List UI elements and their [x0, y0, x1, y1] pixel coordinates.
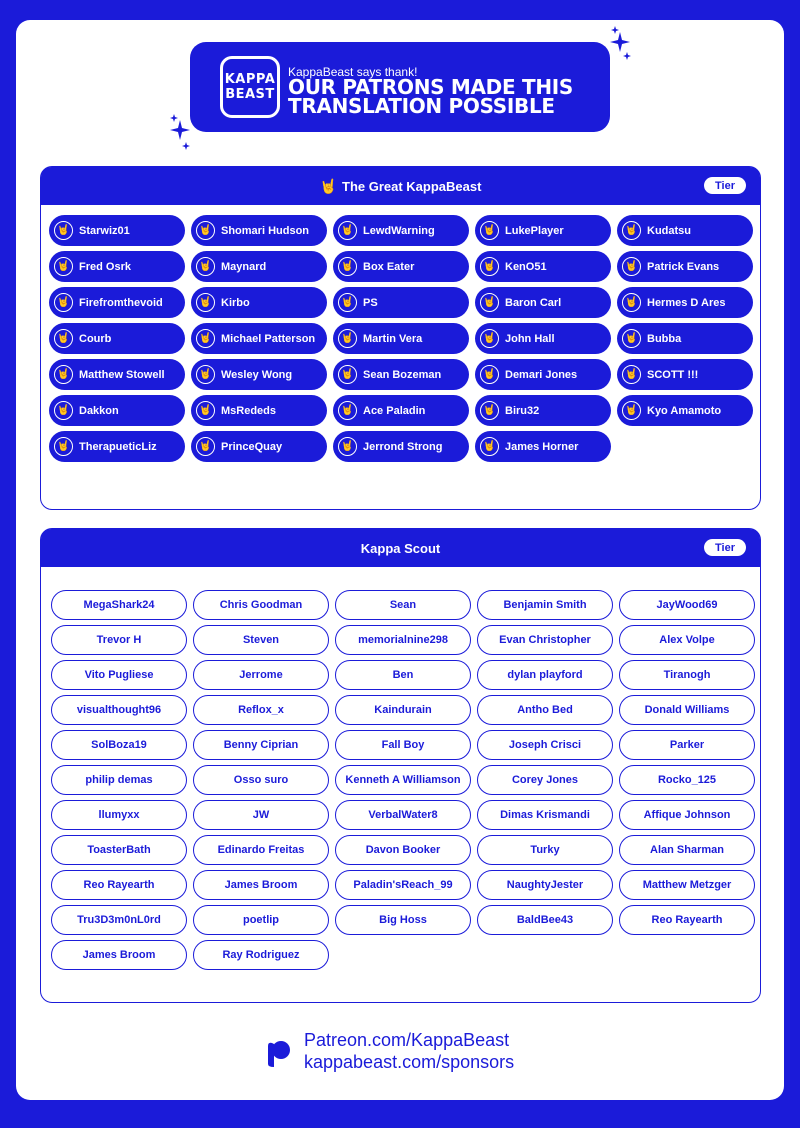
rock-hand-icon: 🤘: [622, 401, 641, 420]
patron-name: Reflox_x: [238, 704, 284, 716]
patron-name: poetlip: [242, 914, 280, 926]
patron-column: [51, 590, 187, 975]
patron-name: memorialnine298: [358, 634, 448, 646]
patron-name-pill: [619, 660, 755, 690]
rock-hand-icon: 🤘: [54, 365, 73, 384]
rock-hand-icon: 🤘: [196, 257, 215, 276]
patron-name-pill: [51, 660, 187, 690]
patron-name: James Broom: [82, 949, 156, 961]
patron-name: KenO51: [505, 260, 547, 273]
patron-name-pill: [333, 251, 469, 282]
rock-hand-icon: 🤘: [338, 221, 357, 240]
tier-label: Tier: [704, 177, 746, 194]
patron-name: Paladin'sReach_99: [353, 879, 453, 891]
patron-name: Sean Bozeman: [363, 368, 442, 381]
rock-hand-icon: 🤘: [480, 365, 499, 384]
patron-name-pill: [333, 323, 469, 354]
patron-name-pill: [51, 695, 187, 725]
patron-name: Vito Pugliese: [84, 669, 154, 681]
patron-name-pill: [617, 251, 753, 282]
patron-name: Kyo Amamoto: [647, 404, 722, 417]
rock-hand-icon: 🤘: [622, 329, 641, 348]
patron-name: PS: [363, 296, 378, 309]
patron-name-pill: [617, 215, 753, 246]
patron-name-pill: [477, 590, 613, 620]
patron-name-pill: [51, 730, 187, 760]
patron-name-pill: [193, 695, 329, 725]
patron-column: [333, 215, 469, 467]
patron-column: [49, 215, 185, 467]
rock-hand-icon: 🤘: [622, 365, 641, 384]
patron-name-pill: [333, 359, 469, 390]
patron-name-pill: [477, 730, 613, 760]
patron-name-pill: [335, 590, 471, 620]
patron-name-pill: [335, 695, 471, 725]
patron-name: SolBoza19: [91, 739, 147, 751]
patron-name-pill: [191, 287, 327, 318]
patron-name: SCOTT !!!: [647, 368, 699, 381]
patron-name: Kaindurain: [374, 704, 432, 716]
patron-name: philip demas: [85, 774, 153, 786]
patron-name: Box Eater: [363, 260, 415, 273]
patron-name-pill: [475, 395, 611, 426]
patron-name-pill: [51, 625, 187, 655]
patron-name: Kenneth A Williamson: [345, 774, 461, 786]
rock-hand-icon: 🤘: [338, 329, 357, 348]
thanks-text: KappaBeast says thank!: [288, 65, 418, 79]
patron-name: Antho Bed: [517, 704, 573, 716]
patron-name-pill: [475, 359, 611, 390]
patron-name-pill: [191, 251, 327, 282]
patron-column: [617, 215, 753, 467]
rock-hand-icon: 🤘: [338, 293, 357, 312]
patron-name: LewdWarning: [363, 224, 435, 237]
rock-hand-icon: 🤘: [480, 437, 499, 456]
patron-name-pill: [335, 835, 471, 865]
rock-hand-icon: 🤘: [54, 257, 73, 276]
logo-line-1: KAPPA: [224, 72, 276, 87]
patron-name-pill: [51, 800, 187, 830]
patron-name-pill: [49, 251, 185, 282]
rock-hand-icon: 🤘: [480, 257, 499, 276]
rock-hand-icon: 🤘: [480, 329, 499, 348]
patron-name-pill: [193, 765, 329, 795]
patron-name: Martin Vera: [363, 332, 423, 345]
patron-name: Tiranogh: [663, 669, 711, 681]
patron-name: Dakkon: [79, 404, 119, 417]
patron-name-pill: [617, 287, 753, 318]
patron-name: Rocko_125: [657, 774, 717, 786]
rock-hand-icon: 🤘: [480, 293, 499, 312]
patron-name: Benny Ciprian: [223, 739, 299, 751]
patron-name-pill: [617, 323, 753, 354]
sparkle-icon: [166, 114, 194, 150]
rock-hand-icon: 🤘: [196, 221, 215, 240]
patron-name-pill: [333, 215, 469, 246]
patron-name: JayWood69: [656, 599, 718, 611]
patron-name-pill: [191, 323, 327, 354]
patron-name-pill: [619, 835, 755, 865]
rock-hand-icon: 🤘: [196, 401, 215, 420]
patron-name-pill: [475, 287, 611, 318]
patreon-icon: [266, 1040, 292, 1068]
patron-name: Kudatsu: [647, 224, 691, 237]
patron-name: PrinceQuay: [221, 440, 283, 453]
patron-name: TherapueticLiz: [79, 440, 157, 453]
rock-hand-icon: 🤘: [196, 293, 215, 312]
patron-name-pill: [191, 431, 327, 462]
patron-name-pill: [335, 625, 471, 655]
patron-name: James Broom: [224, 879, 298, 891]
patron-name: Big Hoss: [379, 914, 427, 926]
patron-name-pill: [477, 625, 613, 655]
patron-name-pill: [619, 695, 755, 725]
patron-grid: [51, 590, 755, 975]
patron-name-pill: [49, 323, 185, 354]
patron-name: Hermes D Ares: [647, 296, 726, 309]
rock-hand-icon: 🤘: [196, 437, 215, 456]
patron-name: Jerrome: [239, 669, 283, 681]
patron-name: Shomari Hudson: [221, 224, 310, 237]
rock-hand-icon: 🤘: [622, 257, 641, 276]
patron-column: [619, 590, 755, 975]
tier-header: [41, 167, 760, 205]
patron-name: Chris Goodman: [219, 599, 303, 611]
patron-name: NaughtyJester: [506, 879, 584, 891]
patron-name: Reo Rayearth: [651, 914, 723, 926]
patron-name-pill: [191, 359, 327, 390]
patron-name: John Hall: [505, 332, 555, 345]
patron-name: Wesley Wong: [221, 368, 293, 381]
patron-name: Alan Sharman: [650, 844, 724, 856]
patron-name: Donald Williams: [644, 704, 730, 716]
patron-name: Demari Jones: [505, 368, 578, 381]
rock-hand-icon: 🤘: [54, 401, 73, 420]
patron-name-pill: [49, 215, 185, 246]
patron-name-pill: [335, 800, 471, 830]
patron-name: Matthew Stowell: [79, 368, 165, 381]
patron-name: Kirbo: [221, 296, 250, 309]
patron-name: Biru32: [505, 404, 540, 417]
patron-name: Dimas Krismandi: [500, 809, 590, 821]
rock-hand-icon: 🤘: [622, 221, 641, 240]
patron-name: ToasterBath: [87, 844, 151, 856]
patron-name-pill: [51, 940, 187, 970]
tier-title: Kappa Scout: [360, 540, 441, 556]
patron-name: Osso suro: [233, 774, 289, 786]
patron-name: JW: [252, 809, 270, 821]
patron-name: Trevor H: [96, 634, 142, 646]
patron-column: [335, 590, 471, 975]
tier-title: The Great KappaBeast: [342, 178, 482, 194]
patron-name: Michael Patterson: [221, 332, 316, 345]
patron-column: [191, 215, 327, 467]
patron-name: Edinardo Freitas: [217, 844, 305, 856]
patron-name: Baron Carl: [505, 296, 562, 309]
patron-column: [477, 590, 613, 975]
rock-hand-icon: 🤘: [622, 293, 641, 312]
rock-hand-icon: 🤘: [319, 177, 337, 194]
patron-name: Matthew Metzger: [642, 879, 732, 891]
patron-name-pill: [619, 765, 755, 795]
patron-name: Patrick Evans: [647, 260, 720, 273]
patron-name-pill: [477, 905, 613, 935]
patron-grid: [49, 215, 753, 467]
patron-name-pill: [477, 870, 613, 900]
patron-column: [193, 590, 329, 975]
tier-header: [41, 529, 760, 567]
rock-hand-icon: 🤘: [54, 293, 73, 312]
patron-name: Sean: [389, 599, 417, 611]
patron-name-pill: [51, 590, 187, 620]
patron-name-pill: [49, 359, 185, 390]
headline: [288, 75, 574, 118]
patron-name-pill: [51, 835, 187, 865]
patron-name-pill: [619, 625, 755, 655]
patron-name-pill: [49, 287, 185, 318]
patreon-link[interactable]: Patreon.com/KappaBeast: [304, 1030, 510, 1050]
patron-name: BaldBee43: [516, 914, 574, 926]
headline-line-1: OUR PATRONS MADE THIS: [288, 75, 574, 99]
headline-line-2: TRANSLATION POSSIBLE: [288, 94, 555, 118]
patron-name-pill: [477, 765, 613, 795]
patron-column: [475, 215, 611, 467]
patron-name-pill: [619, 800, 755, 830]
patron-name: Evan Christopher: [499, 634, 591, 646]
patron-name: James Horner: [505, 440, 579, 453]
patron-name: Maynard: [221, 260, 267, 273]
patron-name: Starwiz01: [79, 224, 130, 237]
patron-name: Ray Rodriguez: [222, 949, 300, 961]
patron-name-pill: [193, 870, 329, 900]
patron-name-pill: [333, 431, 469, 462]
patron-name-pill: [619, 590, 755, 620]
tier-kappa-scout: [40, 528, 761, 1003]
patron-name-pill: [191, 215, 327, 246]
patron-name: Parker: [669, 739, 705, 751]
patron-name-pill: [193, 625, 329, 655]
patron-name: Davon Booker: [365, 844, 441, 856]
patron-name: Turky: [530, 844, 560, 856]
patron-name: LukePlayer: [505, 224, 564, 237]
patron-name-pill: [619, 905, 755, 935]
sparkle-icon: [606, 26, 634, 60]
rock-hand-icon: 🤘: [196, 329, 215, 348]
patron-name: Bubba: [647, 332, 682, 345]
patron-name-pill: [51, 905, 187, 935]
patron-name-pill: [193, 800, 329, 830]
rock-hand-icon: 🤘: [338, 257, 357, 276]
patron-name-pill: [333, 287, 469, 318]
patron-name-pill: [335, 730, 471, 760]
patron-name-pill: [193, 590, 329, 620]
rock-hand-icon: 🤘: [196, 365, 215, 384]
patron-name: VerbalWater8: [368, 809, 438, 821]
patron-name: MegaShark24: [83, 599, 155, 611]
patron-name-pill: [475, 251, 611, 282]
patron-name: Corey Jones: [511, 774, 579, 786]
patron-name-pill: [335, 870, 471, 900]
patron-name-pill: [335, 905, 471, 935]
logo-line-2: BEAST: [225, 87, 275, 102]
rock-hand-icon: 🤘: [338, 365, 357, 384]
patron-name: Firefromthevoid: [79, 296, 163, 309]
patron-name-pill: [335, 660, 471, 690]
patron-name-pill: [617, 395, 753, 426]
patron-name: Reo Rayearth: [83, 879, 155, 891]
patron-name: visualthought96: [76, 704, 162, 716]
patron-name: llumyxx: [98, 809, 140, 821]
patron-name-pill: [619, 870, 755, 900]
patron-name-pill: [193, 940, 329, 970]
patron-name: Jerrond Strong: [363, 440, 443, 453]
patron-name: Fred Osrk: [79, 260, 131, 273]
rock-hand-icon: 🤘: [54, 329, 73, 348]
patron-name: Benjamin Smith: [503, 599, 587, 611]
rock-hand-icon: 🤘: [338, 401, 357, 420]
patron-name-pill: [333, 395, 469, 426]
patron-name-pill: [193, 730, 329, 760]
tier-great-kappabeast: [40, 166, 761, 510]
patron-name-pill: [477, 835, 613, 865]
patron-name: Affique Johnson: [643, 809, 731, 821]
rock-hand-icon: 🤘: [338, 437, 357, 456]
thank-you-banner: [190, 42, 610, 132]
patron-name-pill: [335, 765, 471, 795]
patron-name-pill: [477, 695, 613, 725]
patron-name: MsRededs: [221, 404, 277, 417]
patron-name: dylan playford: [507, 669, 583, 681]
patron-name-pill: [51, 870, 187, 900]
patron-name-pill: [477, 660, 613, 690]
patron-name-pill: [51, 765, 187, 795]
patron-name-pill: [193, 835, 329, 865]
patron-name: Fall Boy: [381, 739, 425, 751]
patron-name: Alex Volpe: [659, 634, 715, 646]
tier-label: Tier: [704, 539, 746, 556]
patron-name-pill: [475, 215, 611, 246]
rock-hand-icon: 🤘: [54, 221, 73, 240]
patron-name-pill: [191, 395, 327, 426]
patron-name: Ace Paladin: [363, 404, 426, 417]
patron-name: Courb: [79, 332, 112, 345]
patron-name: Tru3D3m0nL0rd: [77, 914, 161, 926]
patron-name-pill: [49, 431, 185, 462]
patron-name: Steven: [242, 634, 280, 646]
rock-hand-icon: 🤘: [54, 437, 73, 456]
patron-name-pill: [475, 323, 611, 354]
patron-name-pill: [193, 660, 329, 690]
kappabeast-logo: [220, 56, 280, 118]
rock-hand-icon: 🤘: [480, 401, 499, 420]
patron-name-pill: [619, 730, 755, 760]
patron-name-pill: [49, 395, 185, 426]
patron-name-pill: [193, 905, 329, 935]
sponsors-link[interactable]: kappabeast.com/sponsors: [304, 1052, 515, 1072]
rock-hand-icon: 🤘: [480, 221, 499, 240]
patron-name: Ben: [392, 669, 414, 681]
patron-name-pill: [477, 800, 613, 830]
patron-name-pill: [617, 359, 753, 390]
patron-name-pill: [475, 431, 611, 462]
patron-name: Joseph Crisci: [508, 739, 582, 751]
